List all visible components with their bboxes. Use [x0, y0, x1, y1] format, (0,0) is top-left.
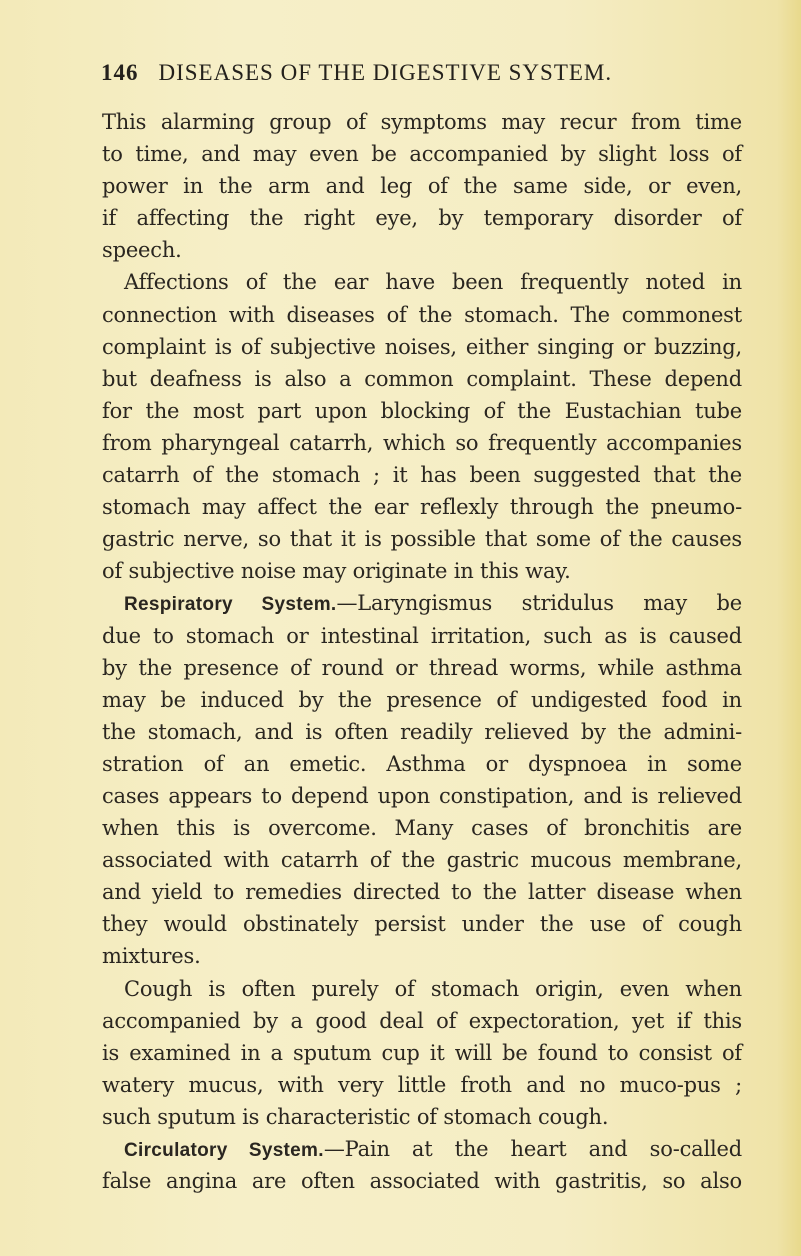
text-line: may be induced by the presence of undigested food in: [102, 687, 742, 712]
text-line: from pharyngeal catarrh, which so frequently accompanies: [102, 430, 742, 455]
text-line: for the most part upon blocking of the Eustachian tube: [102, 398, 742, 423]
text-line: by the presence of round or thread worms, while asthma: [102, 655, 742, 680]
page-number: 146: [101, 60, 139, 85]
text-line: and yield to remedies directed to the latter disease when: [102, 880, 742, 905]
text-line: catarrh of the stomach ; it has been suggested that the: [102, 463, 742, 488]
text-line: is examined in a sputum cup it will be found to consist of: [102, 1040, 742, 1065]
text-line: due to stomach or intestinal irritation, such as is caused: [102, 623, 742, 648]
text-line: Circulatory System.—Pain at the heart and so-called: [124, 1137, 742, 1161]
text-line: connection with diseases of the stomach. The commonest: [102, 302, 742, 327]
text-line: stomach may affect the ear reflexly through the pneumo-: [102, 495, 742, 520]
text-line: to time, and may even be accompanied by slight loss of: [102, 142, 742, 167]
text-line: stration of an emetic. Asthma or dyspnoea in some: [102, 751, 742, 776]
text-line: This alarming group of symptoms may recur from time: [102, 110, 742, 134]
text-line: gastric nerve, so that it is possible that some of the causes: [102, 527, 742, 552]
text-line: accompanied by a good deal of expectoration, yet if this: [102, 1008, 742, 1033]
text-line: speech.: [102, 238, 182, 263]
text-line: the stomach, and is often readily relieved by the admini-: [102, 719, 742, 744]
body-text: [102, 106, 742, 1197]
text-line: mixtures.: [102, 944, 201, 969]
text-line: they would obstinately persist under the use of cough: [102, 912, 742, 937]
text-line: complaint is of subjective noises, either singing or buzzing,: [102, 334, 742, 359]
text-line: of subjective noise may originate in this way.: [102, 559, 571, 584]
text-line: if affecting the right eye, by temporary disorder of: [102, 206, 742, 231]
running-title: DISEASES OF THE DIGESTIVE SYSTEM.: [158, 60, 613, 85]
text-line: false angina are often associated with gastritis, so also: [102, 1169, 742, 1194]
text-line: but deafness is also a common complaint. These depend: [102, 366, 742, 391]
text-line: watery mucus, with very little froth and no muco-pus ;: [102, 1072, 742, 1097]
section-heading-circulatory: Circulatory System.: [124, 1140, 324, 1161]
text-line: Cough is often purely of stomach origin, even when: [124, 976, 742, 1001]
text-line: Respiratory System.—Laryngismus stridulus may be: [124, 591, 742, 616]
running-header: [101, 60, 701, 90]
text-line: when this is overcome. Many cases of bronchitis are: [102, 816, 742, 841]
text-line: cases appears to depend upon constipation, and is relieved: [102, 783, 742, 808]
text-line: such sputum is characteristic of stomach cough.: [102, 1104, 609, 1129]
section-heading-respiratory: Respiratory System.: [124, 594, 337, 616]
text-line: power in the arm and leg of the same side, or even,: [102, 174, 742, 199]
text-line: Affections of the ear have been frequently noted in: [124, 270, 742, 295]
text-line: associated with catarrh of the gastric mucous membrane,: [102, 848, 742, 873]
